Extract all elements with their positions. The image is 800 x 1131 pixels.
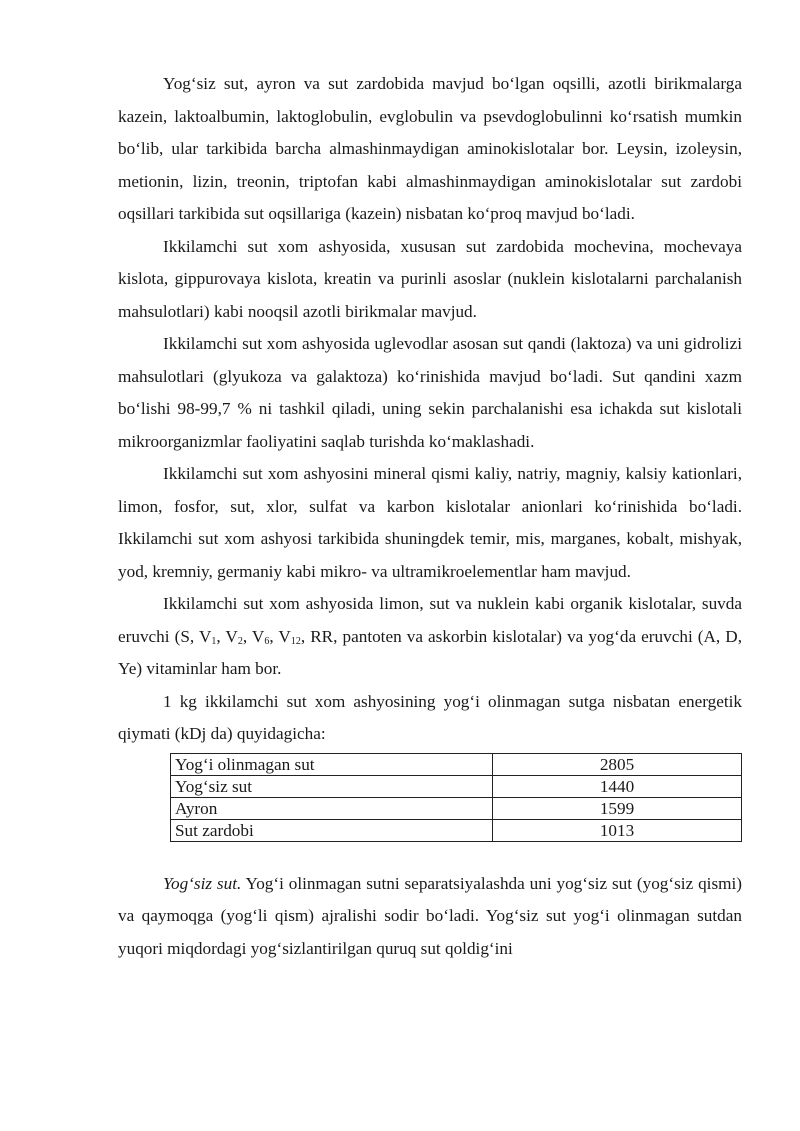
table-cell-name: Ayron [171, 797, 493, 819]
vitamin-subscript: 12 [290, 635, 301, 647]
skim-milk-heading: Yog‘siz sut. [163, 873, 242, 893]
paragraph-energy-intro: 1 kg ikkilamchi sut xom ashyosining yog‘i olinmagan sutga nisbatan energetik qiymati (kDj da) quyidagicha: [118, 691, 742, 743]
table-cell-name: Yog‘siz sut [171, 775, 493, 797]
paragraph-proteins: Yog‘siz sut, ayron va sut zardobida mavjud bo‘lgan oqsilli, azotli birikmalarga kazein, laktoalbumin, laktoglobulin, evglobulin va psevdoglobulinni ko‘rsatish mumkin bo‘lib, ular tarkibida barcha almashinmaydigan aminokislotalar bor. Leysin, izoleysin, metionin, lizin, treonin, triptofan kabi almashinmaydigan aminokislotalar sut zardobi oqsillari tarkibida sut oqsillariga (kazein) nisbatan ko‘proq mavjud bo‘ladi. [118, 74, 742, 223]
table-cell-name: Sut zardobi [171, 819, 493, 841]
vitamin-subscript: 6 [264, 635, 270, 647]
vitamins-text-5: , RR, pantoten va askorbin kislotalar) va yog‘da eruvchi (A, D, Ye) vitaminlar ham bor. [118, 626, 743, 678]
table-cell-value: 1599 [493, 797, 742, 819]
table-row [171, 775, 742, 797]
vitamins-text-4: , V [269, 626, 291, 646]
paragraph-carbohydrates: Ikkilamchi sut xom ashyosida uglevodlar asosan sut qandi (laktoza) va uni gidrolizi mahsulotlari (glyukoza va galaktoza) ko‘rinishida mavjud bo‘ladi. Sut qandini xazm bo‘lishi 98-99,7 % ni tashkil qiladi, uning sekin parchalanishi esa ichakda sut kislotali mikroorganizmlar faoliyatini saqlab turishda ko‘maklashadi. [118, 334, 742, 451]
vitamin-subscript: 2 [237, 635, 243, 647]
table-row [171, 797, 742, 819]
table-cell-value: 2805 [493, 753, 742, 775]
document-page [118, 68, 742, 965]
paragraph-skim-milk [118, 868, 742, 966]
table-row [171, 819, 742, 841]
vitamin-subscript: 1 [211, 635, 217, 647]
paragraph-nonprotein-nitrogen: Ikkilamchi sut xom ashyosida, xususan sut zardobida mochevina, mochevaya kislota, gippurovaya kislota, kreatin va purinli asoslar (nuklein kislotalarni parchalanish mahsulotlari) kabi nooqsil azotli birikmalar mavjud. [118, 236, 742, 321]
paragraph-minerals: Ikkilamchi sut xom ashyosini mineral qismi kaliy, natriy, magniy, kalsiy kationlari, limon, fosfor, sut, xlor, sulfat va karbon kislotalar anionlari ko‘rinishida bo‘ladi. Ikkilamchi sut xom ashyosi tarkibida shuningdek temir, mis, marganes, kobalt, mishyak, yod, kremniy, germaniy kabi mikro- va ultramikroelementlar ham mavjud. [118, 464, 742, 581]
table-cell-name: Yog‘i olinmagan sut [171, 753, 493, 775]
table-row [171, 753, 742, 775]
vitamins-text-1: Ikkilamchi sut xom ashyosida limon, sut va nuklein kabi organik kislotalar, suvda eruvchi (S, V [118, 594, 742, 646]
vitamins-text-2: , V [216, 626, 238, 646]
table-cell-value: 1440 [493, 775, 742, 797]
energy-table [170, 753, 742, 842]
paragraph-vitamins [118, 588, 742, 686]
skim-milk-text: Yog‘i olinmagan sutni separatsiyalashda uni yog‘siz sut (yog‘siz qismi) va qaymoqga (yog‘li qism) ajralishi sodir bo‘ladi. Yog‘siz sut yog‘i olinmagan sutdan yuqori miqdordagi yog‘sizlantirilgan quruq sut qoldig‘ini [118, 873, 742, 958]
table-cell-value: 1013 [493, 819, 742, 841]
spacer [118, 842, 742, 868]
vitamins-text-3: , V [242, 626, 265, 646]
